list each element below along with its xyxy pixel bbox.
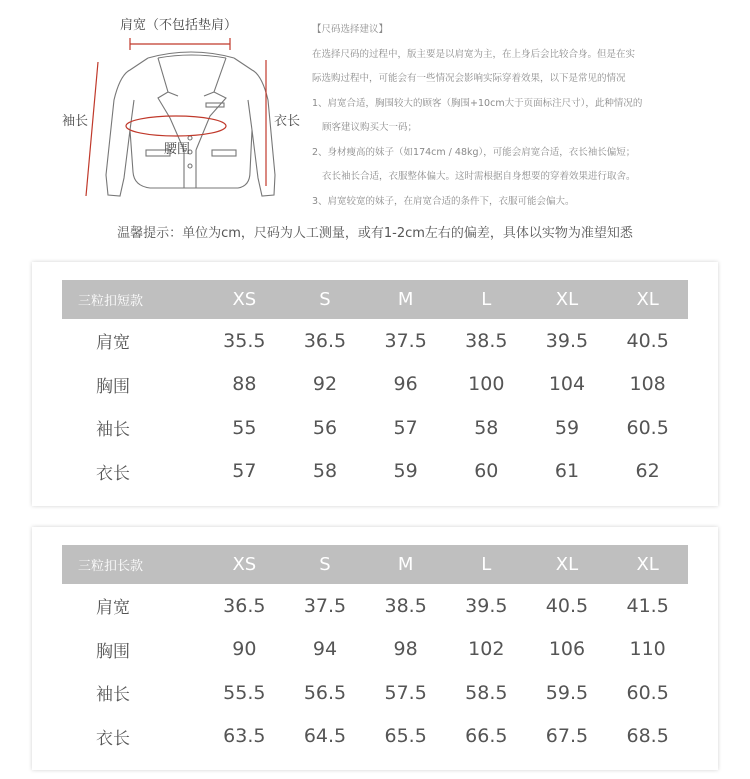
table-cell: 58	[312, 460, 338, 483]
table-cell: 38.5	[465, 329, 508, 352]
size-header: XS	[204, 545, 285, 584]
table-cell: 57	[393, 416, 418, 439]
size-header: L	[446, 280, 527, 319]
table-cell: 60	[474, 460, 499, 483]
size-header: M	[365, 280, 446, 319]
advice-line: 3、肩宽较宽的妹子，在肩宽合适的条件下，衣服可能会偏大。	[312, 195, 575, 207]
table-cell: 98	[393, 638, 418, 661]
advice-line: 际选购过程中，可能会有一些情况会影响实际穿着效果，以下是常见的情况	[312, 73, 626, 84]
jacket-measurement-diagram	[50, 0, 310, 215]
table-cell: 64.5	[303, 725, 347, 748]
sleeve-length-label: 袖长	[62, 114, 89, 129]
size-header: S	[285, 280, 366, 319]
row-label: 衣长	[96, 463, 130, 484]
table-cell: 102	[468, 638, 505, 661]
row-label: 袖长	[96, 420, 130, 441]
table-cell: 55.5	[223, 681, 266, 704]
table-cell: 61	[554, 460, 580, 483]
sizing-advice	[312, 18, 742, 214]
advice-line: 1、肩宽合适，胸围较大的顾客（胸围+10cm大于页面标注尺寸），此种情况的	[312, 97, 643, 109]
table-cell: 60.5	[626, 416, 669, 439]
row-label: 肩宽	[96, 598, 130, 619]
table-cell: 96	[393, 373, 418, 396]
size-table	[62, 280, 688, 493]
table-cell: 59.5	[545, 681, 589, 704]
table-cell: 104	[548, 373, 586, 396]
row-label: 袖长	[96, 685, 130, 706]
table-cell: 66.5	[465, 725, 508, 748]
table-cell: 94	[312, 638, 338, 661]
table-title: 三粒扣短款	[62, 280, 204, 319]
table-cell: 39.5	[545, 329, 589, 352]
row-label: 胸围	[96, 376, 130, 397]
size-header: M	[365, 545, 446, 584]
table-row	[62, 628, 688, 672]
row-label: 肩宽	[96, 333, 130, 354]
table-row	[62, 406, 688, 450]
measurement-tip: 温馨提示：单位为cm，尺码为人工测量，或有1-2cm左右的偏差，具体以实物为准望知悉	[117, 226, 633, 241]
size-header: XS	[204, 280, 285, 319]
row-label: 胸围	[96, 641, 130, 662]
table-cell: 56	[312, 416, 338, 439]
table-cell: 40.5	[545, 594, 589, 617]
table-cell: 59	[393, 460, 418, 483]
table-row	[62, 715, 688, 759]
advice-line: 在选择尺码的过程中，版主要是以肩宽为主，在上身后会比较合身。但是在实	[312, 48, 636, 60]
table-cell: 57	[232, 460, 257, 483]
table-cell: 100	[468, 373, 505, 396]
size-header: XL	[527, 280, 608, 319]
table-header-row	[62, 280, 688, 319]
size-table-card-short	[32, 262, 718, 506]
table-cell: 35.5	[223, 329, 266, 352]
table-cell: 57.5	[384, 681, 427, 704]
table-cell: 88	[232, 373, 257, 396]
table-row	[62, 319, 688, 363]
size-header: S	[285, 545, 366, 584]
size-table-card-long	[32, 527, 718, 770]
table-row	[62, 363, 688, 407]
table-cell: 56.5	[303, 681, 347, 704]
advice-line: 2、身材瘦高的妹子（如174cm / 48kg），可能会肩宽合适，衣长袖长偏短；	[312, 146, 636, 158]
size-header: XL	[607, 280, 688, 319]
table-cell: 59	[554, 416, 580, 439]
table-cell: 55	[232, 416, 257, 439]
table-cell: 106	[548, 638, 586, 661]
row-label: 衣长	[96, 728, 130, 749]
advice-line: 衣长袖长合适，衣服整体偏大。这时需根据自身想要的穿着效果进行取舍。	[322, 171, 636, 182]
table-cell: 36.5	[223, 594, 266, 617]
size-header: L	[446, 545, 527, 584]
table-cell: 37.5	[384, 329, 427, 352]
table-cell: 58	[474, 416, 499, 439]
table-row	[62, 450, 688, 494]
table-cell: 60.5	[626, 681, 669, 704]
advice-title: 【尺码选择建议】	[312, 24, 389, 35]
table-cell: 62	[635, 460, 660, 483]
table-cell: 108	[629, 373, 666, 396]
size-table	[62, 545, 688, 758]
shoulder-width-label: 肩宽（不包括垫肩）	[120, 18, 238, 33]
table-header-row	[62, 545, 688, 584]
size-header: XL	[607, 545, 688, 584]
table-cell: 36.5	[303, 329, 347, 352]
table-cell: 38.5	[384, 594, 427, 617]
table-cell: 90	[232, 638, 257, 661]
table-title: 三粒扣长款	[62, 545, 204, 584]
table-cell: 67.5	[545, 725, 589, 748]
table-cell: 58.5	[465, 681, 508, 704]
waist-label: 腰围	[164, 142, 191, 157]
table-cell: 37.5	[303, 594, 347, 617]
table-row	[62, 584, 688, 628]
table-cell: 63.5	[223, 725, 266, 748]
table-cell: 92	[312, 373, 338, 396]
table-cell: 39.5	[465, 594, 508, 617]
table-row	[62, 671, 688, 715]
table-cell: 110	[629, 638, 666, 661]
table-cell: 41.5	[626, 594, 669, 617]
garment-length-label: 衣长	[274, 114, 301, 129]
table-cell: 40.5	[626, 329, 669, 352]
size-header: XL	[527, 545, 608, 584]
table-cell: 68.5	[626, 725, 669, 748]
advice-line: 顾客建议购买大一码；	[322, 122, 418, 133]
table-cell: 65.5	[384, 725, 427, 748]
